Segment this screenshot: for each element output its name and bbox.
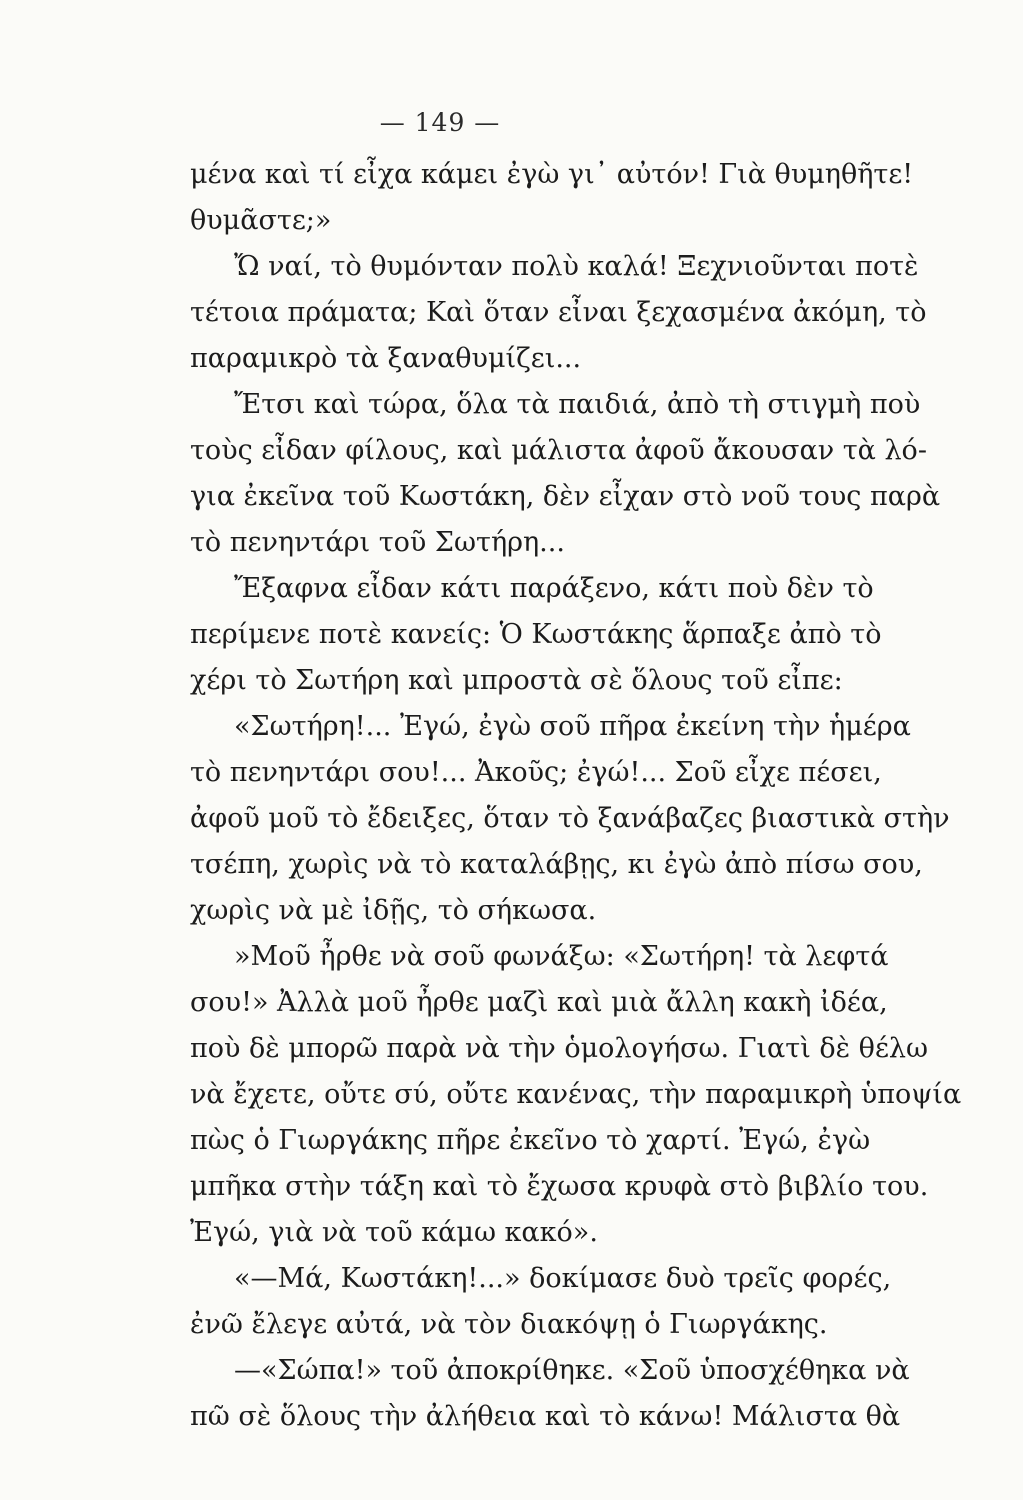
text-line: τέτοια πράματα; Καὶ ὅταν εἶναι ξεχασμένα ἀκόμη, τὸ	[190, 297, 927, 328]
text-line: ἀφοῦ μοῦ τὸ ἔδειξες, ὅταν τὸ ξανάβαζες βιαστικὰ στὴν	[190, 803, 950, 834]
text-line: τὸ πενηντάρι σου!... Ἀκοῦς; ἐγώ!... Σοῦ εἶχε πέσει,	[190, 757, 882, 788]
text-line: Ὤ ναί, τὸ θυμόνταν πολὺ καλά! Ξεχνιοῦνται ποτὲ	[234, 251, 919, 282]
text-line: παραμικρὸ τὰ ξαναθυμίζει...	[190, 343, 582, 374]
text-line: πῶ σὲ ὅλους τὴν ἀλήθεια καὶ τὸ κάνω! Μάλιστα θὰ	[190, 1401, 901, 1432]
text-line: Ἔτσι καὶ τώρα, ὅλα τὰ παιδιά, ἀπὸ τὴ στιγμὴ ποὺ	[234, 389, 921, 420]
text-line: τοὺς εἶδαν φίλους, καὶ μάλιστα ἀφοῦ ἄκουσαν τὰ λό-	[190, 435, 927, 466]
text-line: μένα καὶ τί εἶχα κάμει ἐγὼ γι᾿ αὐτόν! Γιὰ θυμηθῆτε!	[190, 159, 914, 190]
page-number: — 149 —	[379, 108, 501, 137]
text-line: χωρὶς νὰ μὲ ἰδῇς, τὸ σήκωσα.	[190, 895, 597, 926]
text-line: περίμενε ποτὲ κανείς: Ὁ Κωστάκης ἅρπαξε ἀπὸ τὸ	[190, 619, 882, 650]
text-line: μπῆκα στὴν τάξη καὶ τὸ ἔχωσα κρυφὰ στὸ βιβλίο του.	[190, 1171, 929, 1202]
text-line: σου!» Ἀλλὰ μοῦ ἦρθε μαζὶ καὶ μιὰ ἄλλη κακὴ ἰδέα,	[190, 987, 888, 1018]
text-line: για ἐκεῖνα τοῦ Κωστάκη, δὲν εἶχαν στὸ νοῦ τους παρὰ	[190, 481, 941, 512]
text-line: »Μοῦ ἦρθε νὰ σοῦ φωνάξω: «Σωτήρη! τὰ λεφτά	[234, 941, 889, 972]
text-line: τὸ πενηντάρι τοῦ Σωτήρη...	[190, 527, 565, 558]
body-text	[190, 152, 962, 1440]
text-line: «—Μά, Κωστάκη!...» δοκίμασε δυὸ τρεῖς φορές,	[234, 1263, 892, 1294]
text-line: πὼς ὁ Γιωργάκης πῆρε ἐκεῖνο τὸ χαρτί. Ἐγώ, ἐγὼ	[190, 1125, 871, 1156]
text-line: νὰ ἔχετε, οὔτε σύ, οὔτε κανένας, τὴν παραμικρὴ ὑποψία	[190, 1079, 962, 1110]
text-line: ἐνῶ ἔλεγε αὐτά, νὰ τὸν διακόψῃ ὁ Γιωργάκης.	[190, 1309, 828, 1340]
text-line: «Σωτήρη!... Ἐγώ, ἐγὼ σοῦ πῆρα ἐκείνη τὴν ἡμέρα	[234, 711, 911, 742]
text-line: θυμᾶστε;»	[190, 205, 332, 236]
text-line: τσέπη, χωρὶς νὰ τὸ καταλάβῃς, κι ἐγὼ ἀπὸ πίσω σου,	[190, 849, 923, 880]
text-line: Ἐγώ, γιὰ νὰ τοῦ κάμω κακό».	[190, 1217, 598, 1248]
text-line: —«Σώπα!» τοῦ ἀποκρίθηκε. «Σοῦ ὑποσχέθηκα νὰ	[234, 1355, 910, 1386]
text-line: Ἔξαφνα εἶδαν κάτι παράξενο, κάτι ποὺ δὲν τὸ	[234, 573, 874, 604]
text-line: χέρι τὸ Σωτήρη καὶ μπροστὰ σὲ ὅλους τοῦ εἶπε:	[190, 665, 843, 696]
text-line: ποὺ δὲ μπορῶ παρὰ νὰ τὴν ὁμολογήσω. Γιατὶ δὲ θέλω	[190, 1033, 929, 1064]
